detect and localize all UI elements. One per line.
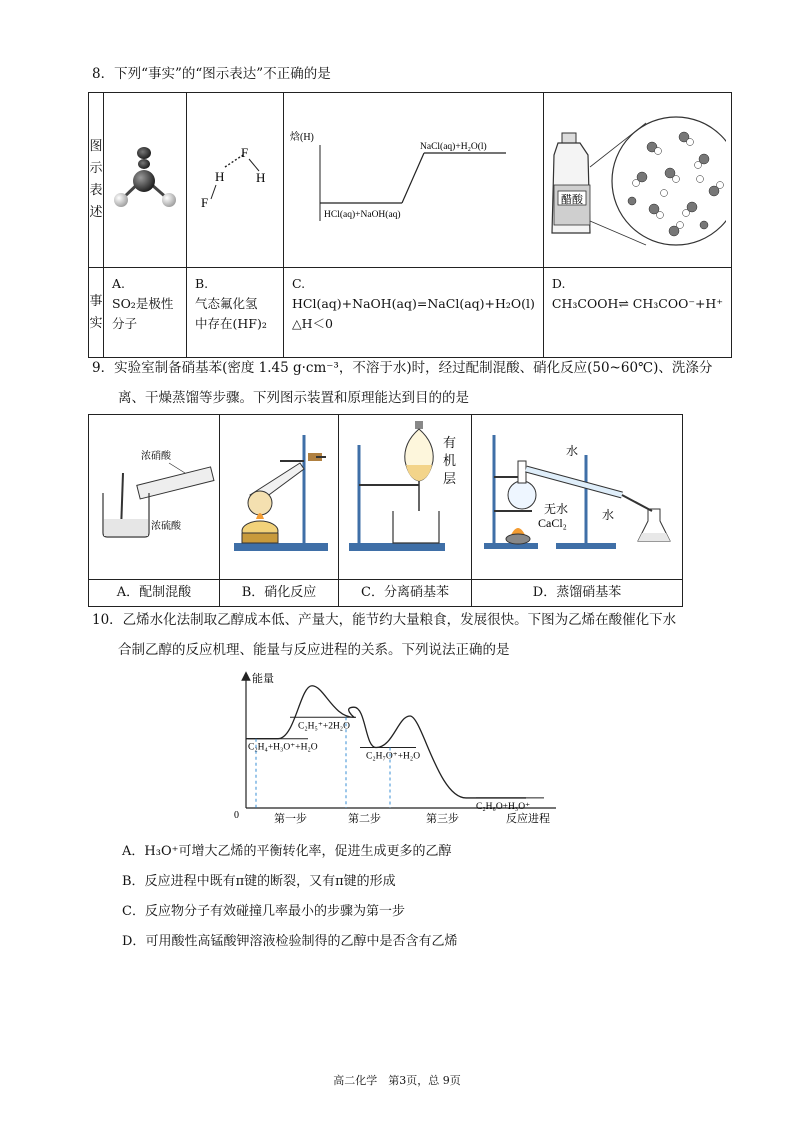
enthalpy-axis-label: 焓(H) (290, 132, 314, 143)
so2-molecule-model (104, 93, 186, 263)
oxygen-atom (114, 193, 128, 207)
option-letter: D. (551, 276, 566, 291)
separatory-funnel-apparatus (339, 415, 471, 575)
q8-row-label-char: 实 (89, 315, 103, 331)
fig-label: 浓硫酸 (151, 521, 181, 532)
q9-fig-d (472, 415, 683, 580)
q9-table (88, 414, 683, 607)
fig-label: 层 (443, 471, 457, 486)
fig-label: 无水 (544, 502, 569, 516)
acetic-acid-bottle-figure (544, 93, 726, 263)
sulfur-atom (133, 170, 155, 192)
q8-fig-c (284, 93, 544, 268)
y-axis-label: 能量 (252, 673, 274, 685)
q8-fig-d (543, 93, 731, 268)
q8-fig-b (187, 93, 284, 268)
q10-choice-d[interactable] (122, 932, 457, 952)
hf-dimer-diagram (187, 93, 283, 263)
q8-row-label-fact (89, 268, 104, 358)
q8-option-d (543, 268, 731, 358)
choice-text: 反应物分子有效碰撞几率最小的步骤为第一步 (144, 904, 405, 919)
enthalpy-diagram (284, 93, 524, 263)
q8-option-c (284, 268, 544, 358)
q8-table (88, 92, 732, 358)
q10-choice-c[interactable] (122, 902, 405, 922)
choice-text: H₃O⁺可增大乙烯的平衡转化率，促进生成更多的乙醇 (144, 844, 452, 859)
enthalpy-product-label: NaCl(aq)+H₂O(l) (420, 142, 487, 152)
distillation-apparatus (472, 415, 682, 575)
q9-caption-c: C．分离硝基苯 (339, 580, 472, 607)
hf-atom: F (241, 145, 249, 160)
q9-stem-line1: 9．实验室制备硝基苯(密度 1.45 g·cm⁻³，不溶于水)时，经过配制混酸、硝化反应(50~60℃)、洗涤分 (92, 360, 713, 376)
energy-profile-chart (226, 668, 566, 832)
choice-letter: B． (122, 874, 145, 889)
fig-label: 浓硝酸 (141, 451, 171, 462)
choice-letter: C． (122, 904, 145, 919)
q10-stem-line2: 合制乙醇的反应机理、能量与反应进程的关系。下列说法正确的是 (118, 642, 510, 658)
option-letter: A. (112, 276, 126, 291)
option-text: 分子 (112, 316, 138, 331)
energy-level-label: C₂H₄+H₃O⁺+H₂O (248, 742, 318, 753)
lone-pair-icon (138, 159, 150, 169)
choice-letter: D． (122, 934, 146, 949)
energy-level-label: C₂H₆O+H₃O⁺ (476, 801, 531, 812)
fig-label: 水 (602, 508, 615, 522)
step-label: 第二步 (348, 813, 381, 825)
q10-stem-line1: 10．乙烯水化法制取乙醇成本低、产量大，能节约大量粮食，发展很快。下图为乙烯在酸催化下水 (92, 612, 677, 628)
lone-pair-icon (137, 147, 151, 159)
q9-caption-a: A．配制混酸 (89, 580, 220, 607)
option-letter: C. (292, 276, 306, 291)
hf-atom: H (215, 169, 225, 184)
step-label: 第一步 (274, 813, 307, 825)
option-letter: B. (195, 276, 209, 291)
option-text: 气态氟化氢 (195, 296, 258, 311)
option-text: HCl(aq)+NaOH(aq)=NaCl(aq)+H₂O(l) (292, 296, 535, 311)
q8-row-label-char: 事 (89, 293, 103, 309)
q8-option-a (104, 268, 187, 358)
bottle-label: 醋酸 (560, 194, 583, 206)
option-text: △H＜0 (292, 316, 333, 331)
option-text: 中存在(HF)₂ (195, 316, 267, 331)
fig-label: CaCl₂ (538, 516, 567, 530)
nitration-apparatus (220, 415, 338, 575)
q10-choice-a[interactable] (122, 842, 451, 862)
choice-text: 反应进程中既有π键的断裂，又有π键的形成 (144, 874, 396, 889)
oxygen-atom (162, 193, 176, 207)
enthalpy-reactant-label: HCl(aq)+NaOH(aq) (324, 210, 401, 220)
option-text: CH₃COOH⇌ CH₃COO⁻+H⁺ (551, 296, 723, 311)
fig-label: 水 (566, 444, 579, 458)
q9-stem-line2: 离、干燥蒸馏等步骤。下列图示装置和原理能达到目的的是 (118, 390, 469, 406)
fig-label: 有 (443, 435, 457, 450)
q8-stem: 8．下列“事实”的“图示表达”不正确的是 (92, 66, 331, 82)
q8-row-label-char: 图 (89, 139, 103, 154)
page-footer: 高二化学 第3页，总 9页 (333, 1074, 461, 1087)
mixing-acid-apparatus (89, 415, 219, 575)
q8-row-label-char: 述 (89, 205, 103, 220)
q9-fig-b (220, 415, 339, 580)
q9-caption-d: D．蒸馏硝基苯 (472, 580, 683, 607)
q10-choice-b[interactable] (122, 872, 396, 892)
x-axis-label: 反应进程 (506, 813, 550, 825)
choice-letter: A． (122, 844, 145, 859)
q8-row-label-char: 示 (89, 161, 103, 176)
energy-level-label: C₂H₅⁺+2H₂O (298, 721, 350, 732)
hf-atom: H (256, 170, 266, 185)
q9-fig-a (89, 415, 220, 580)
energy-level-label: C₂H₇O⁺+H₂O (366, 751, 421, 762)
choice-text: 可用酸性高锰酸钾溶液检验制得的乙醇中是否含有乙烯 (145, 934, 458, 949)
q9-fig-c (339, 415, 472, 580)
q8-option-b (187, 268, 284, 358)
q8-fig-a (104, 93, 187, 268)
q8-row-label-diagram (89, 93, 104, 268)
fig-label: 机 (443, 453, 457, 468)
option-text: SO₂是极性 (112, 296, 174, 311)
step-label: 第三步 (426, 813, 459, 825)
hf-atom: F (201, 195, 209, 210)
origin-label: 0 (234, 810, 239, 821)
q9-caption-b: B．硝化反应 (220, 580, 339, 607)
q8-row-label-char: 表 (89, 183, 103, 198)
